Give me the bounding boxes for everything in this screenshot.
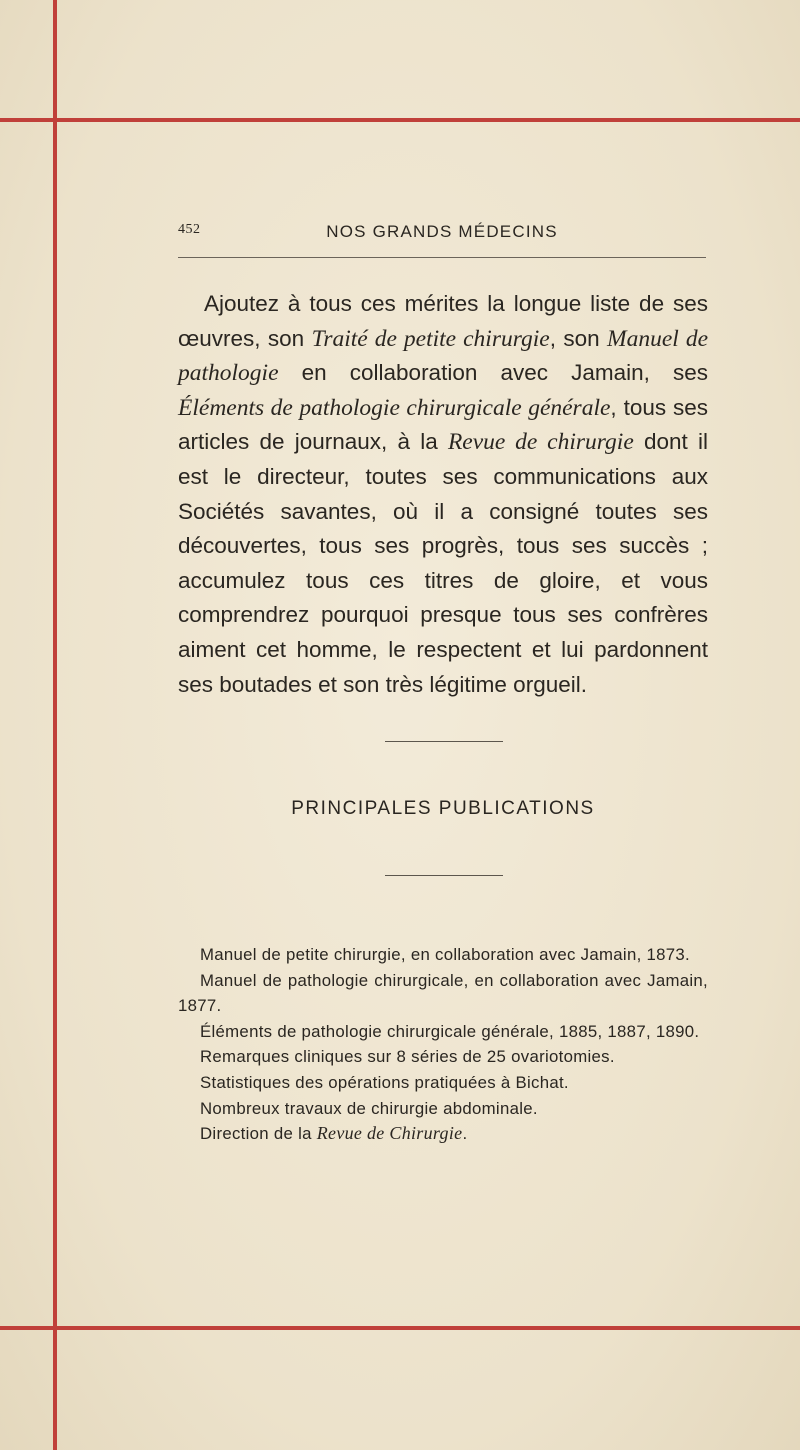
title-revue: Revue de chirurgie (447, 429, 634, 456)
separator-top (385, 741, 503, 742)
section-title: PRINCIPALES PUBLICATIONS (291, 798, 595, 819)
publication-item: Manuel de pathologie chirurgicale, en collaboration avec Jamain, 1877. (178, 970, 708, 1016)
title-manuel: Manuel de pathologie (178, 325, 709, 387)
publication-item: Éléments de pathologie chirurgicale générale, 1885, 1887, 1890. (200, 1021, 700, 1041)
publication-item: Nombreux travaux de chirurgie abdominale. (200, 1098, 538, 1118)
running-head: NOS GRANDS MÉDECINS (326, 222, 558, 241)
page-number: 452 (178, 222, 201, 237)
publication-item: Manuel de petite chirurgie, en collaboration avec Jamain, 1873. (200, 945, 690, 964)
paragraph-text-5: dont il est le directeur, toutes ses communications aux Sociétés savantes, où il a consigné toutes ses découvertes, tous ses progrès, tous ses succès ; accumulez tous ces titres de gloire, et vous comprendrez pourquoi presque tous ses confrères aiment cet homme, le respectent et lui pardonnent ses boutades et son très légitime orgueil. (178, 429, 708, 697)
publication-text-end: . (462, 1124, 468, 1144)
separator-bottom (385, 875, 503, 876)
publication-item: Remarques cliniques sur 8 séries de 25 ovariotomies. (200, 1047, 615, 1067)
paragraph-text-2: , son (549, 325, 608, 351)
paragraph-text-4: , tous ses articles de journaux, à la (178, 394, 708, 455)
paragraph-text-3: en collaboration avec Jamain, ses (278, 360, 708, 386)
page-header (178, 220, 706, 250)
publication-item (178, 1121, 708, 1147)
title-elements: Éléments de pathologie chirurgicale générale (178, 394, 611, 421)
publications-list (178, 942, 708, 1147)
header-rule (178, 257, 706, 258)
publication-text: Direction de la (200, 1124, 317, 1144)
margin-rule-vertical (53, 0, 57, 1450)
title-traite: Traité de petite chirurgie (311, 325, 550, 352)
margin-rule-bottom (0, 1326, 800, 1330)
body-paragraph (178, 287, 708, 702)
paragraph-text-1: Ajoutez à tous ces mérites la longue liste de ses œuvres, son (178, 291, 708, 351)
publication-item: Statistiques des opérations pratiquées à Bichat. (200, 1072, 569, 1092)
margin-rule-top (0, 118, 800, 122)
publication-title-italic: Revue de Chirurgie (316, 1123, 463, 1144)
